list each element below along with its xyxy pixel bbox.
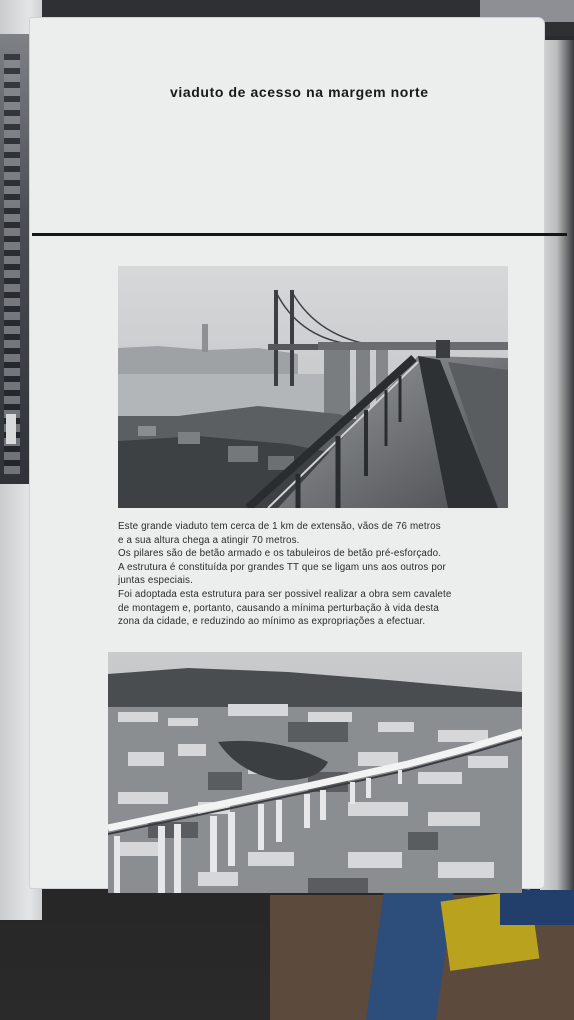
caption-line: zona da cidade, e reduzindo ao mínimo as expropriações a efectuar.: [118, 616, 426, 628]
page-title: viaduto de acesso na margem norte: [170, 84, 429, 100]
aerial-viaduct-city-photo: [108, 652, 522, 893]
caption-line: de montagem e, portanto, causando a mínima perturbação à vida desta: [118, 602, 440, 614]
title-rule: [32, 233, 567, 236]
caption-line: Os pilares são de betão armado e os tabuleiros de betão pré-esforçado.: [118, 548, 442, 560]
caption-line: A estrutura é constituída por grandes TT que se ligam uns aos outros por: [118, 561, 446, 573]
background-object: [500, 890, 574, 925]
caption-line: e a sua altura chega a atingir 70 metros.: [118, 534, 300, 546]
bridge-viaduct-deck-photo: [118, 266, 508, 508]
caption-line: Foi adoptada esta estrutura para ser possivel realizar a obra sem cavalete: [118, 588, 452, 600]
photo-caption: [118, 520, 518, 629]
previous-page-photo: [0, 34, 30, 484]
page-stack-edge: [540, 40, 574, 890]
caption-line: Este grande viaduto tem cerca de 1 km de extensão, vãos de 76 metros: [118, 521, 441, 532]
caption-line: juntas especiais.: [118, 575, 193, 587]
